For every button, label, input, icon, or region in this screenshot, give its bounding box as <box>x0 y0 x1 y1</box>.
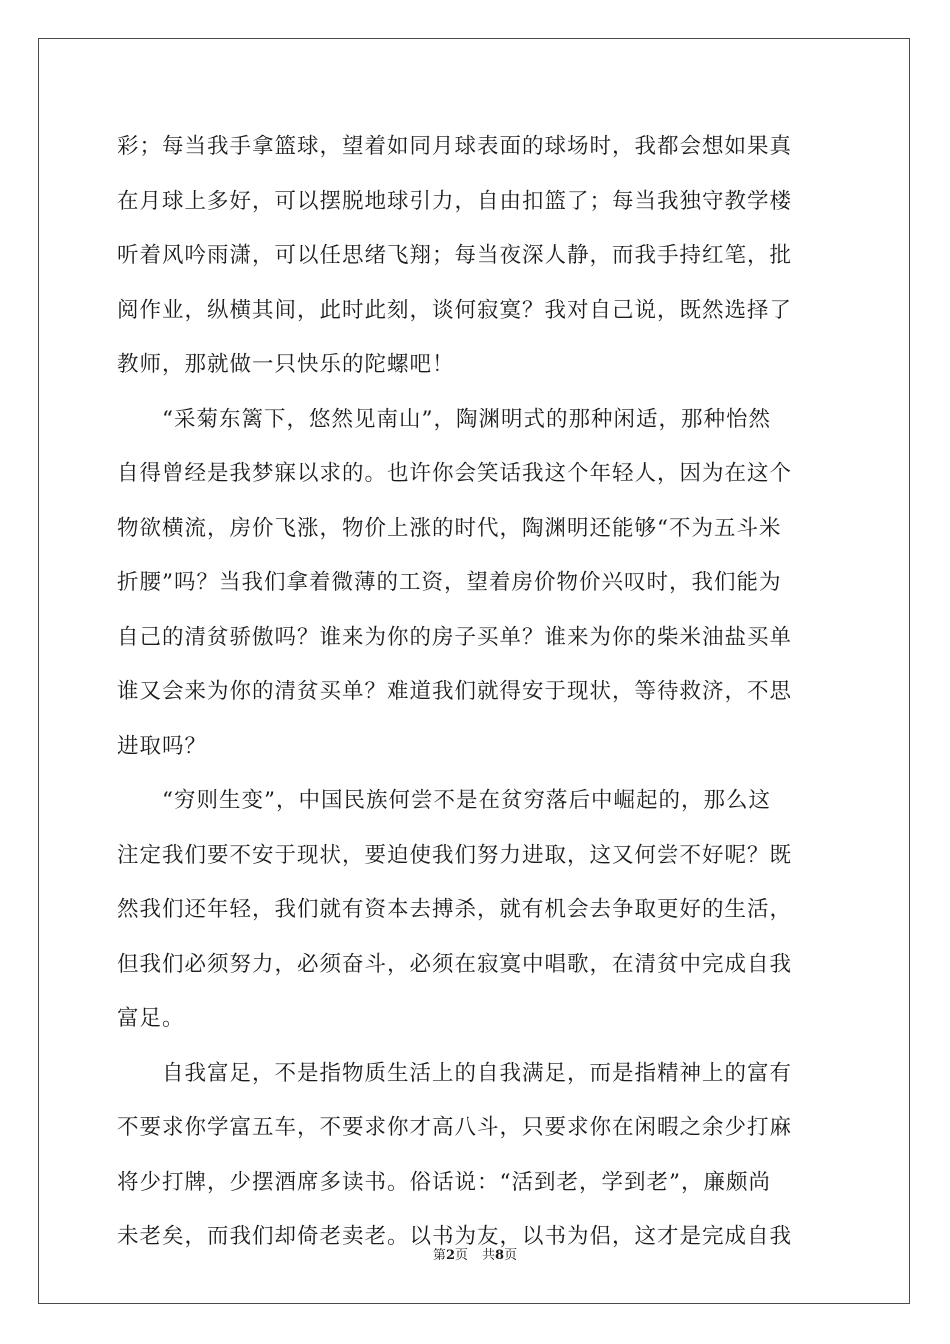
text-line: 物欲横流，房价飞涨，物价上涨的时代，陶渊明还能够“不为五斗米 <box>117 515 782 541</box>
document-body <box>117 120 832 1265</box>
text-line: 未老矣，而我们却倚老卖老。以书为友，以书为侣，这才是完成自我 <box>117 1224 793 1249</box>
text-line: 自得曾经是我梦寐以求的。也许你会笑话我这个年轻人，因为在这个 <box>117 461 793 486</box>
text-line: 不要求你学富五车，不要求你才高八斗，只要求你在闲暇之余少打麻 <box>117 1115 793 1140</box>
text-line: 但我们必须努力，必须奋斗，必须在寂寞中唱歌，在清贫中完成自我 <box>117 951 793 977</box>
text-line: “穷则生变”，中国民族何尝不是在贫穷落后中崛起的，那么这 <box>117 788 771 813</box>
text-line: 自己的清贫骄傲吗？谁来为你的房子买单？谁来为你的柴米油盐买单 <box>117 624 793 650</box>
text-line: 自我富足，不是指物质生活上的自我满足，而是指精神上的富有 <box>117 1060 793 1086</box>
page-footer <box>0 1244 950 1263</box>
text-line: 然我们还年轻，我们就有资本去搏杀，就有机会去争取更好的生活， <box>117 897 793 922</box>
text-line: 进取吗？ <box>117 733 208 759</box>
text-line: 在月球上多好，可以摆脱地球引力，自由扣篮了；每当我独守教学楼 <box>117 188 793 214</box>
text-line: 教师，那就做一只快乐的陀螺吧！ <box>117 352 455 377</box>
text-line: 彩；每当我手拿篮球，望着如同月球表面的球场时，我都会想如果真 <box>117 134 793 159</box>
text-line: 听着风吟雨潇，可以任思绪飞翔；每当夜深人静，而我手持红笔，批 <box>117 243 793 268</box>
total-pages-label: 共8页 <box>482 1248 518 1263</box>
text-line: 富足。 <box>117 1006 185 1031</box>
text-line: 注定我们要不安于现状，要迫使我们努力进取，这又何尝不好呢？既 <box>117 842 793 868</box>
text-line: 谁又会来为你的清贫买单？难道我们就得安于现状，等待救济，不思 <box>117 679 793 704</box>
text-line: 阅作业，纵横其间，此时此刻，谈何寂寞？我对自己说，既然选择了 <box>117 297 793 323</box>
text-line: “采菊东篱下，悠然见南山”，陶渊明式的那种闲适，那种怡然 <box>117 406 771 432</box>
text-line: 将少打牌，少摆酒席多读书。俗话说：“活到老，学到老”，廉颇尚 <box>117 1169 771 1195</box>
text-line: 折腰”吗？当我们拿着微薄的工资，望着房价物价兴叹时，我们能为 <box>117 570 782 595</box>
page-number-label: 第2页 <box>432 1248 468 1263</box>
